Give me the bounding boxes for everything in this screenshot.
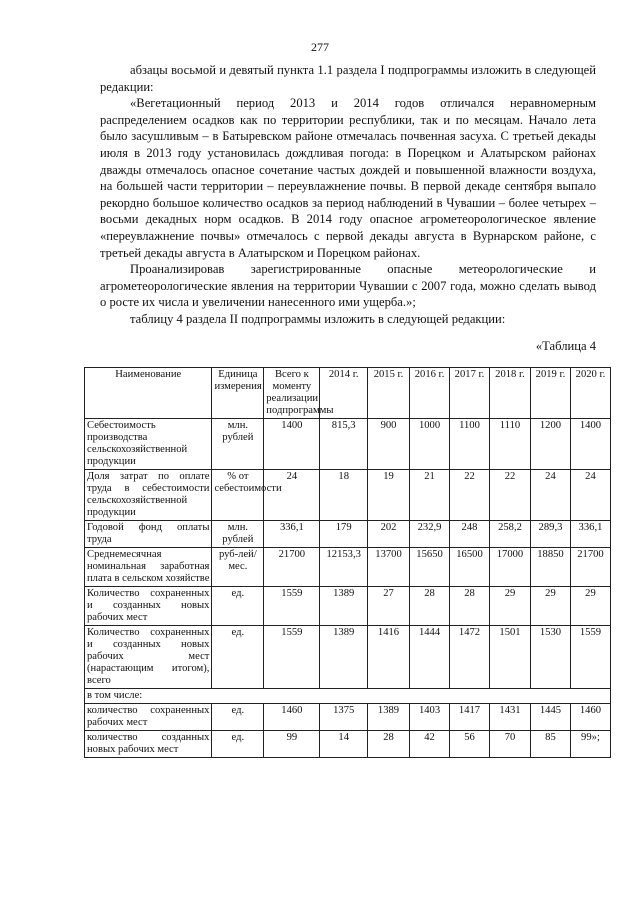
row-value: 28: [367, 731, 409, 758]
header-year: 2018 г.: [489, 368, 530, 419]
row-value: 1375: [320, 704, 368, 731]
row-value: 1389: [320, 587, 368, 626]
row-value: 202: [367, 521, 409, 548]
row-value: 17000: [489, 548, 530, 587]
row-value: 1460: [264, 704, 320, 731]
row-value: 21700: [264, 548, 320, 587]
row-value: 28: [410, 587, 450, 626]
row-value: 248: [450, 521, 490, 548]
data-table: [84, 367, 611, 758]
row-value: 1445: [531, 704, 571, 731]
header-year: 2016 г.: [410, 368, 450, 419]
row-name: Среднемесячная номинальная заработная плата в сельском хозяйстве: [85, 548, 212, 587]
table-row: [85, 587, 611, 626]
row-value: 12153,3: [320, 548, 368, 587]
row-value: 1444: [410, 626, 450, 689]
row-value: 21: [410, 470, 450, 521]
header-year: 2020 г.: [570, 368, 610, 419]
paragraph-3: Проанализировав зарегистрированные опасные метеорологические и агрометеорологические явления на территории Чувашии с 2007 года, можно сделать вывод о росте их числа и увеличении нанесенного ими ущерба.»;: [100, 262, 596, 310]
row-name: количество созданных новых рабочих мест: [85, 731, 212, 758]
row-value: 1559: [570, 626, 610, 689]
row-value: 1530: [531, 626, 571, 689]
row-value: 27: [367, 587, 409, 626]
row-value: 18850: [531, 548, 571, 587]
header-unit: Единица измерения: [212, 368, 264, 419]
row-value: 1431: [489, 704, 530, 731]
row-value: 336,1: [264, 521, 320, 548]
row-value: 21700: [570, 548, 610, 587]
table-body: [85, 419, 611, 758]
row-value: 29: [570, 587, 610, 626]
row-value: 815,3: [320, 419, 368, 470]
row-value: 1389: [367, 704, 409, 731]
body-text: [100, 62, 596, 328]
row-value: 22: [450, 470, 490, 521]
row-value: 13700: [367, 548, 409, 587]
row-value: 1416: [367, 626, 409, 689]
table-row: [85, 548, 611, 587]
row-value: 1559: [264, 626, 320, 689]
row-value: 258,2: [489, 521, 530, 548]
header-year: 2015 г.: [367, 368, 409, 419]
row-name: Себестоимость производства сельскохозяйственной продукции: [85, 419, 212, 470]
table-row: [85, 470, 611, 521]
row-unit: руб-лей/мес.: [212, 548, 264, 587]
row-value: 29: [531, 587, 571, 626]
row-value: 1389: [320, 626, 368, 689]
header-total: Всего к моменту реализации подпрограммы: [264, 368, 320, 419]
row-value: 16500: [450, 548, 490, 587]
row-unit: ед.: [212, 704, 264, 731]
including-label: в том числе:: [85, 689, 611, 704]
row-unit: ед.: [212, 731, 264, 758]
row-value: 99»;: [570, 731, 610, 758]
row-name: Годовой фонд оплаты труда: [85, 521, 212, 548]
row-value: 56: [450, 731, 490, 758]
row-name: Доля затрат по оплате труда в себестоимости сельскохозяйственной продукции: [85, 470, 212, 521]
row-value: 1472: [450, 626, 490, 689]
page-number: 277: [311, 40, 329, 54]
row-value: 14: [320, 731, 368, 758]
paragraph-4: таблицу 4 раздела II подпрограммы изложить в следующей редакции:: [130, 311, 506, 326]
table-row: [85, 521, 611, 548]
row-value: 1400: [264, 419, 320, 470]
row-unit: млн. рублей: [212, 521, 264, 548]
row-value: 22: [489, 470, 530, 521]
header-year: 2014 г.: [320, 368, 368, 419]
row-value: 15650: [410, 548, 450, 587]
row-value: 70: [489, 731, 530, 758]
row-value: 24: [531, 470, 571, 521]
row-value: 1403: [410, 704, 450, 731]
table-caption: «Таблица 4: [535, 339, 596, 353]
row-value: 1110: [489, 419, 530, 470]
table-row-including: [85, 689, 611, 704]
row-value: 336,1: [570, 521, 610, 548]
row-value: 232,9: [410, 521, 450, 548]
row-value: 24: [264, 470, 320, 521]
row-value: 1000: [410, 419, 450, 470]
row-value: 289,3: [531, 521, 571, 548]
row-value: 42: [410, 731, 450, 758]
paragraph-1: абзацы восьмой и девятый пункта 1.1 раздела I подпрограммы изложить в следующей редакции:: [100, 63, 596, 94]
paragraph-2: «Вегетационный период 2013 и 2014 годов отличался неравномерным распределением осадков как по территории республики, так и по месяцам. Начало лета было засушливым – в Батыревском районе отмечалась почвенная засуха. С третьей декады июля в 2013 году установилась дождливая погода: в Порецком и Алатырском районах дважды отмечалось опасное сочетание частых дождей и повышенной влажности воздуха, на большей части территории – переувлажнение почвы. В первой декаде сентября выпало рекордно большое количество осадков за период наблюдений в Чувашии – более четырех – восьми декадных норм осадков. В 2014 году опасное агрометеорологическое явление «переувлажнение почвы» отмечалось с первой декады августа в Вурнарском районе, с третьей декады августа в Алатырском и Порецком районах.: [100, 96, 596, 260]
row-value: 18: [320, 470, 368, 521]
row-value: 28: [450, 587, 490, 626]
row-value: 1100: [450, 419, 490, 470]
row-unit: % от себестоимости: [212, 470, 264, 521]
row-unit: ед.: [212, 626, 264, 689]
row-value: 85: [531, 731, 571, 758]
row-name: Количество сохраненных и созданных новых рабочих мест: [85, 587, 212, 626]
table-row: [85, 626, 611, 689]
row-value: 900: [367, 419, 409, 470]
row-value: 1417: [450, 704, 490, 731]
row-value: 24: [570, 470, 610, 521]
row-value: 1501: [489, 626, 530, 689]
header-year: 2017 г.: [450, 368, 490, 419]
row-value: 1460: [570, 704, 610, 731]
row-value: 19: [367, 470, 409, 521]
row-unit: ед.: [212, 587, 264, 626]
table-row: [85, 731, 611, 758]
row-name: Количество сохраненных и созданных новых рабочих мест (нарастающим итогом), всего: [85, 626, 212, 689]
row-value: 99: [264, 731, 320, 758]
row-value: 1559: [264, 587, 320, 626]
row-value: 1400: [570, 419, 610, 470]
row-name: количество сохраненных рабочих мест: [85, 704, 212, 731]
table-header-row: [85, 368, 611, 419]
table-row: [85, 419, 611, 470]
row-unit: млн. рублей: [212, 419, 264, 470]
row-value: 1200: [531, 419, 571, 470]
header-name: Наименование: [85, 368, 212, 419]
row-value: 29: [489, 587, 530, 626]
table-row: [85, 704, 611, 731]
row-value: 179: [320, 521, 368, 548]
header-year: 2019 г.: [531, 368, 571, 419]
